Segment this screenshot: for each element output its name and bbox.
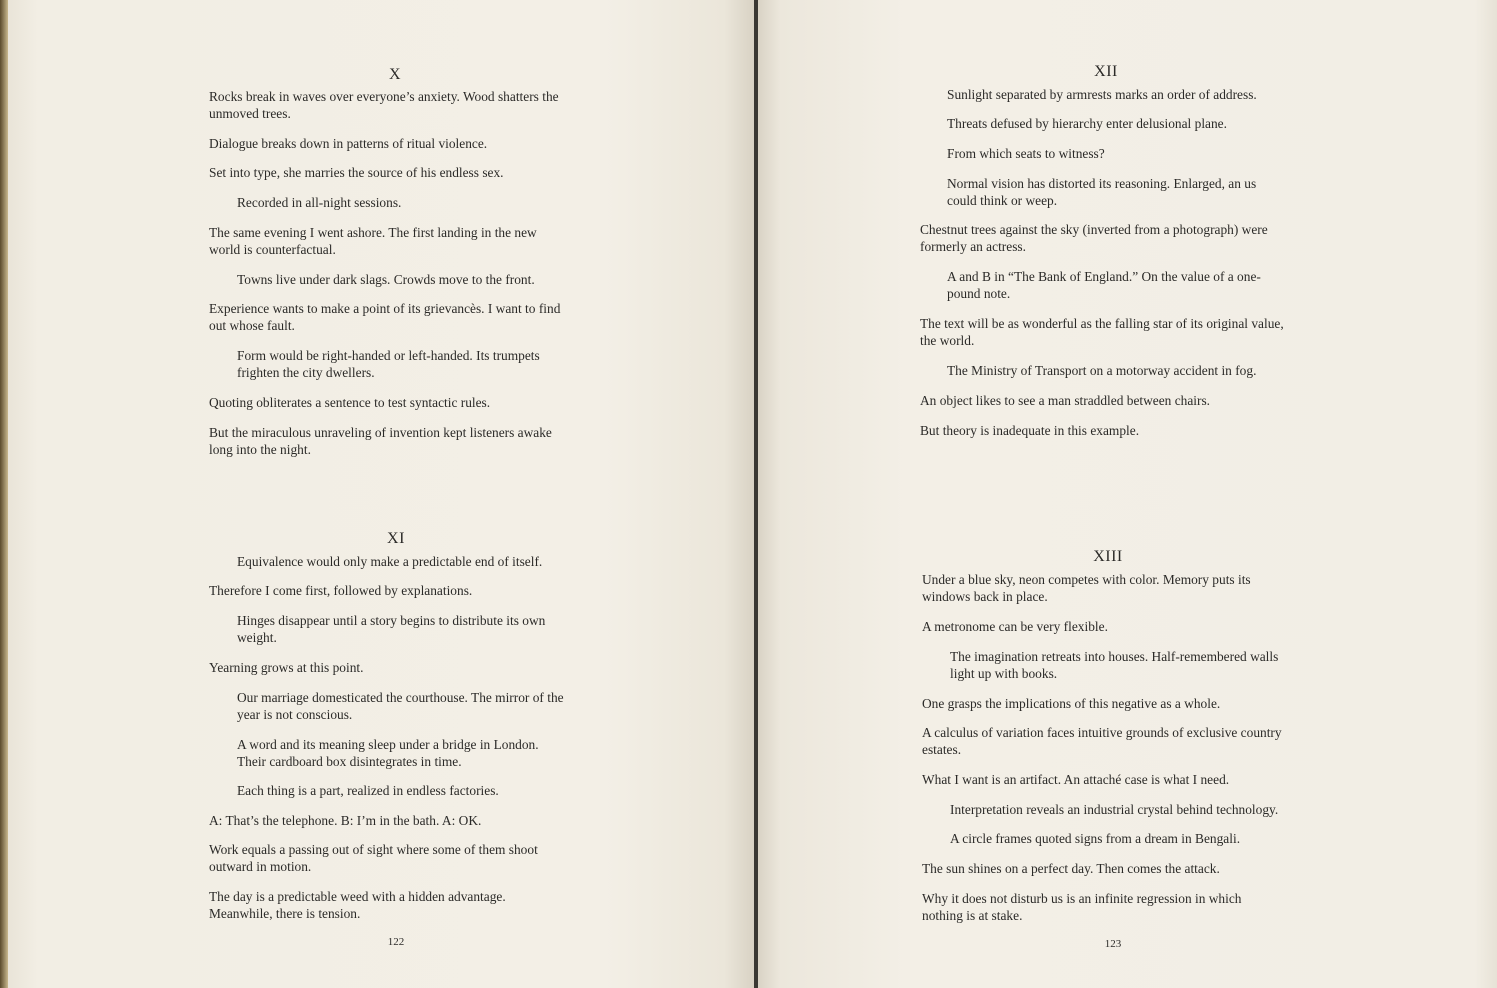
verse-line: Recorded in all-night sessions. (237, 195, 402, 210)
verse-line: Each thing is a part, realized in endless factories. (237, 783, 499, 798)
verse-line: Towns live under dark slags. Crowds move to the front. (237, 272, 535, 287)
verse-line: But theory is inadequate in this example. (920, 423, 1140, 438)
verse-line: Under a blue sky, neon competes with color. Memory puts its windows back in place. (922, 572, 1251, 604)
verse-line: A calculus of variation faces intuitive grounds of exclusive country estates. (922, 725, 1282, 757)
verse-line: A circle frames quoted signs from a dream in Bengali. (950, 831, 1241, 846)
book-edge (0, 0, 8, 988)
left-page (8, 0, 754, 988)
verse-line: The same evening I went ashore. The first landing in the new world is counterfactual. (209, 225, 537, 257)
verse-line: Why it does not disturb us is an infinite regression in which nothing is at stake. (922, 891, 1242, 923)
verse-line: The Ministry of Transport on a motorway accident in fog. (947, 363, 1257, 378)
verse-line: Chestnut trees against the sky (inverted from a photograph) were formerly an actress. (920, 222, 1268, 254)
verse-line: The sun shines on a perfect day. Then comes the attack. (922, 861, 1220, 876)
verse-line: An object likes to see a man straddled between chairs. (920, 393, 1211, 408)
verse-line: Form would be right-handed or left-handed. Its trumpets frighten the city dwellers. (237, 348, 540, 380)
verse-line: Set into type, she marries the source of his endless sex. (209, 165, 504, 180)
verse-line: Dialogue breaks down in patterns of ritual violence. (209, 136, 488, 151)
verse-line: A and B in “The Bank of England.” On the value of a one-pound note. (947, 269, 1261, 301)
section-heading-xi: XI (387, 530, 405, 547)
verse-line: Quoting obliterates a sentence to test syntactic rules. (209, 395, 491, 410)
verse-line: Threats defused by hierarchy enter delusional plane. (947, 116, 1227, 131)
verse-line: What I want is an artifact. An attaché case is what I need. (922, 772, 1230, 787)
verse-line: Interpretation reveals an industrial crystal behind technology. (950, 802, 1279, 817)
verse-line: One grasps the implications of this negative as a whole. (922, 696, 1221, 711)
right-page (758, 0, 1497, 988)
section-heading-x: X (388, 66, 402, 83)
verse-line: Experience wants to make a point of its grievancès. I want to find out whose fault. (209, 301, 561, 333)
verse-line: A metronome can be very flexible. (922, 619, 1108, 634)
verse-line: Hinges disappear until a story begins to distribute its own weight. (237, 613, 546, 645)
verse-line: Normal vision has distorted its reasoning. Enlarged, an us could think or weep. (947, 176, 1257, 208)
verse-line: Sunlight separated by armrests marks an order of address. (947, 87, 1257, 102)
page-number: 123 (1104, 938, 1122, 950)
section-heading-xiii: XIII (1093, 548, 1123, 565)
verse-line: From which seats to witness? (947, 146, 1105, 161)
verse-line: Equivalence would only make a predictable end of itself. (237, 554, 543, 569)
verse-line: The text will be as wonderful as the falling star of its original value, the world. (920, 316, 1284, 348)
verse-line: Yearning grows at this point. (209, 660, 364, 675)
verse-line: The imagination retreats into houses. Half-remembered walls light up with books. (950, 649, 1279, 681)
verse-line: But the miraculous unraveling of invention kept listeners awake long into the night. (209, 425, 552, 457)
verse-line: The day is a predictable weed with a hidden advantage. Meanwhile, there is tension. (209, 889, 506, 921)
verse-line: Therefore I come first, followed by explanations. (209, 583, 473, 598)
section-heading-xii: XII (1094, 63, 1118, 80)
verse-line: Work equals a passing out of sight where some of them shoot outward in motion. (209, 842, 538, 874)
verse-line: A: That’s the telephone. B: I’m in the bath. A: OK. (209, 813, 482, 828)
verse-line: A word and its meaning sleep under a bridge in London. Their cardboard box disintegrates in time. (237, 737, 539, 769)
verse-line: Our marriage domesticated the courthouse. The mirror of the year is not conscious. (237, 690, 564, 722)
verse-line: Rocks break in waves over everyone’s anxiety. Wood shatters the unmoved trees. (209, 89, 559, 121)
page-number: 122 (387, 936, 405, 948)
